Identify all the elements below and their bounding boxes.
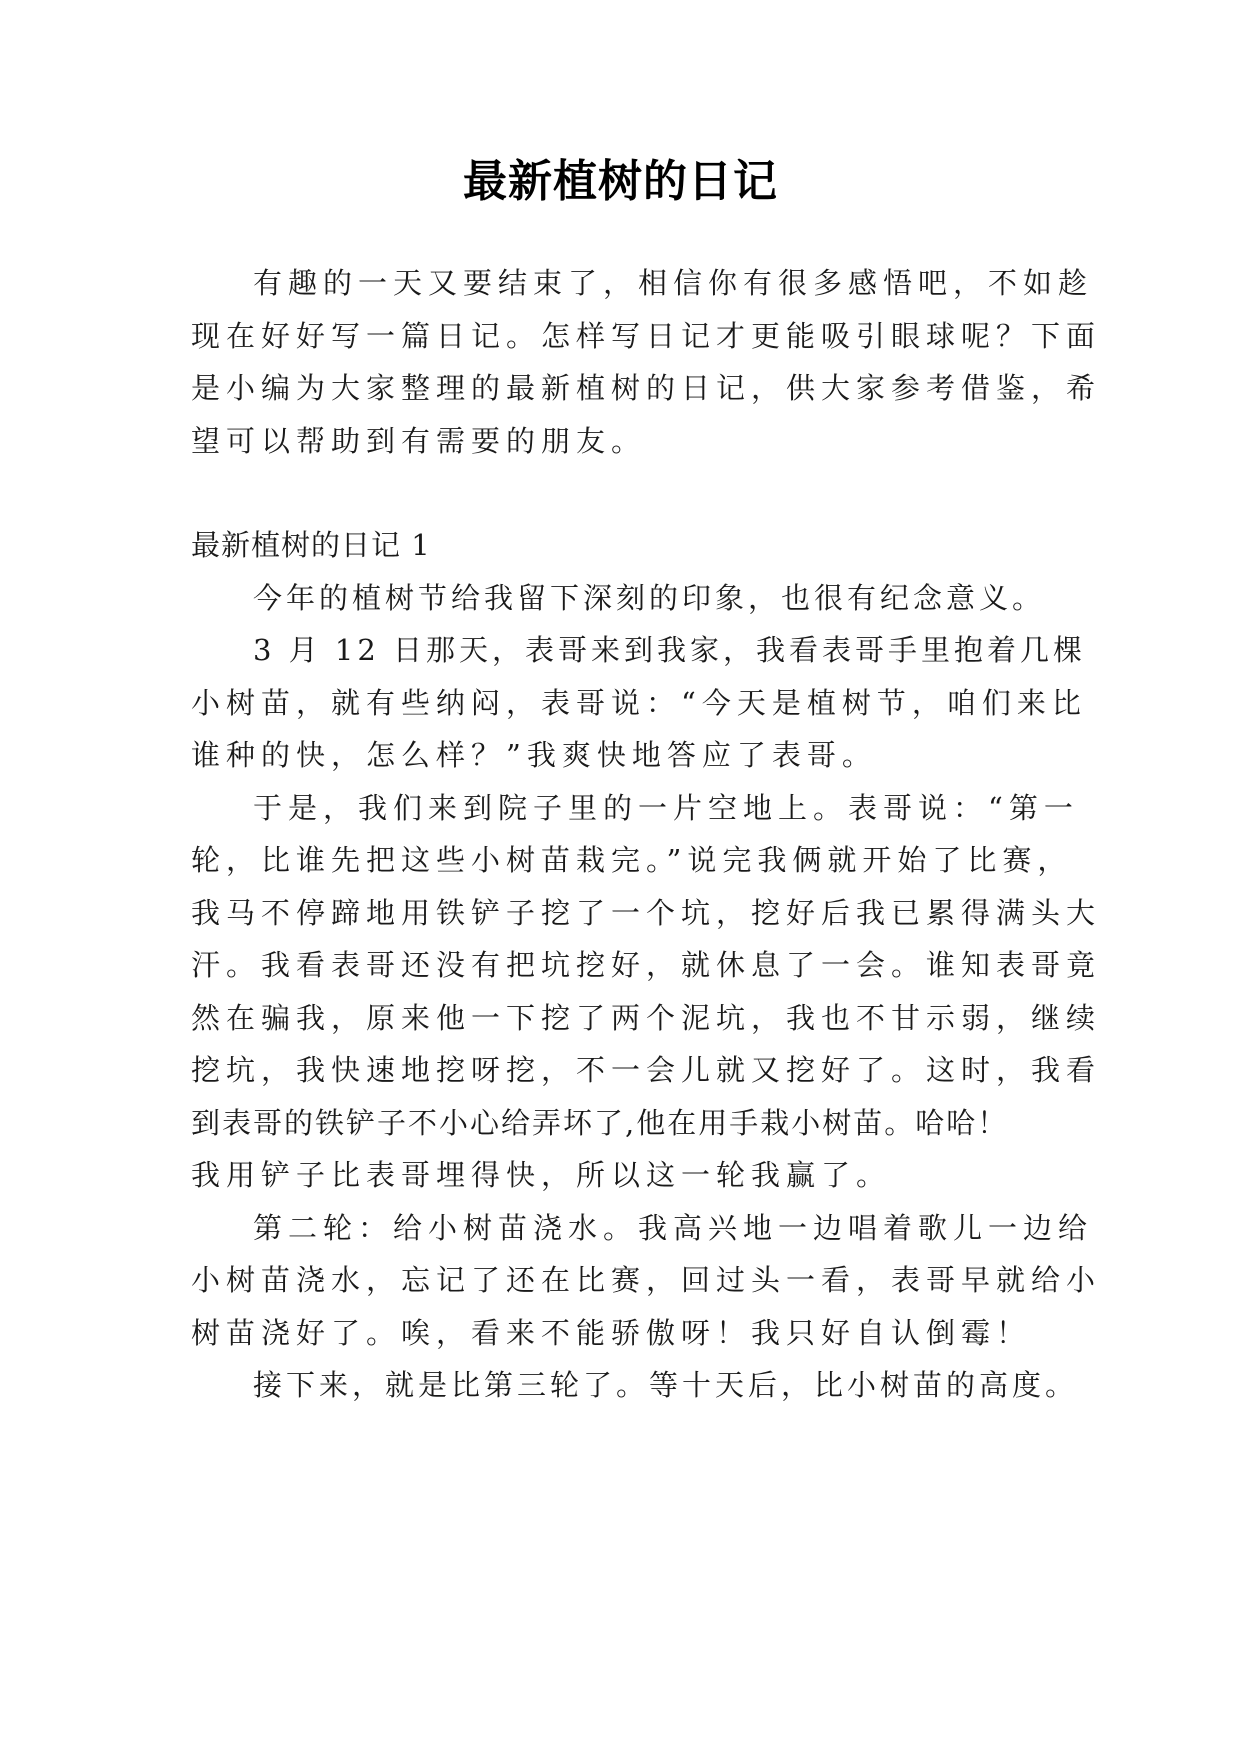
- body-line: 接下来，就是比第三轮了。等十天后，比小树苗的高度。: [253, 1368, 1079, 1402]
- body-line: 谁种的快，怎么样？”我爽快地答应了表哥。: [191, 738, 877, 772]
- body-line: 小树苗，就有些纳闷，表哥说：“今天是植树节，咱们来比: [191, 686, 1087, 720]
- intro-line: 现在好好写一篇日记。怎样写日记才更能吸引眼球呢？下面: [191, 319, 1102, 353]
- intro-line: 是小编为大家整理的最新植树的日记，供大家参考借鉴，希: [191, 371, 1102, 405]
- intro-line: 望可以帮助到有需要的朋友。: [191, 424, 647, 458]
- body-line: 汗。我看表哥还没有把坑挖好，就休息了一会。谁知表哥竟: [191, 948, 1102, 982]
- body-line: 然在骗我，原来他一下挖了两个泥坑，我也不甘示弱，继续: [191, 1001, 1102, 1035]
- body-line: 挖坑，我快速地挖呀挖，不一会儿就又挖好了。这时，我看: [191, 1053, 1102, 1087]
- body-line: 我用铲子比表哥埋得快，所以这一轮我赢了。: [191, 1158, 892, 1192]
- body-line: 小树苗浇水，忘记了还在比赛，回过头一看，表哥早就给小: [191, 1263, 1102, 1297]
- body-line: 今年的植树节给我留下深刻的印象，也很有纪念意义。: [253, 581, 1046, 615]
- body-line: 我马不停蹄地用铁铲子挖了一个坑，挖好后我已累得满头大: [191, 896, 1102, 930]
- body-line: 3 月 12 日那天，表哥来到我家，我看表哥手里抱着几棵: [253, 633, 1087, 667]
- body-line: 树苗浇好了。唉，看来不能骄傲呀！我只好自认倒霉！: [191, 1316, 1032, 1350]
- body-line: 第二轮：给小树苗浇水。我高兴地一边唱着歌儿一边给: [253, 1211, 1094, 1245]
- document-title: 最新植树的日记: [463, 156, 778, 207]
- body-line: 轮，比谁先把这些小树苗栽完。”说完我俩就开始了比赛，: [191, 843, 1073, 877]
- intro-line: 有趣的一天又要结束了，相信你有很多感悟吧，不如趁: [253, 266, 1094, 300]
- section-heading: 最新植树的日记 1: [191, 528, 431, 562]
- body-line: 于是，我们来到院子里的一片空地上。表哥说：“第一: [253, 791, 1079, 825]
- body-line: 到表哥的铁铲子不小心给弄坏了,他在用手栽小树苗。哈哈！: [191, 1106, 1009, 1140]
